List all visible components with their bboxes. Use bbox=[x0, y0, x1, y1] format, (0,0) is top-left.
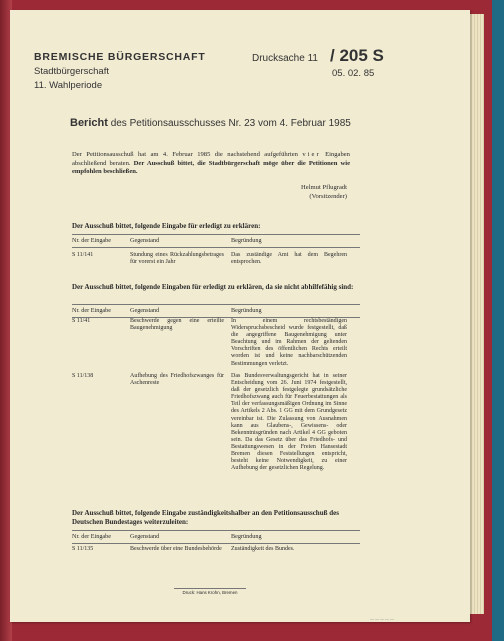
col-reason-header: Begründung bbox=[231, 307, 262, 314]
col-number-header: Nr. der Eingabe bbox=[72, 237, 112, 244]
drucksache-number: / 205 S bbox=[330, 46, 384, 65]
document-page bbox=[10, 10, 470, 622]
intro-spaced-word: vier bbox=[302, 151, 321, 158]
section-3-table-header bbox=[72, 530, 360, 544]
printer-imprint: Druck: Hans Krohn, Bremen bbox=[182, 590, 238, 595]
intro-request: Der Ausschuß bittet, die Stadtbürgerschaft möge über die Petitionen wie empfohlen beschließen. bbox=[72, 159, 351, 176]
table-row-number: S 11/41 bbox=[72, 318, 91, 324]
footer-rule bbox=[174, 588, 246, 589]
signature-role: (Vorsitzender) bbox=[309, 193, 347, 200]
col-number-header: Nr. der Eingabe bbox=[72, 533, 112, 540]
section-3-title: Der Ausschuß bittet, folgende Eingabe zuständigkeitshalber an den Petitionsausschuß des Deutschen Bundestages weiterzuleiten: bbox=[72, 509, 339, 526]
section-1-title: Der Ausschuß bittet, folgende Eingabe für erledigt zu erklären: bbox=[72, 222, 261, 230]
page-edges bbox=[468, 14, 484, 614]
col-subject-header: Gegenstand bbox=[130, 307, 160, 314]
section-2-title: Der Ausschuß bittet, folgende Eingaben für erledigt zu erklären, da sie nicht abhilfefähig sind: bbox=[72, 283, 354, 291]
report-title-bold: Bericht bbox=[70, 117, 108, 129]
col-subject-header: Gegenstand bbox=[130, 237, 160, 244]
col-reason-header: Begründung bbox=[231, 533, 262, 540]
col-number-header: Nr. der Eingabe bbox=[72, 307, 112, 314]
header-chamber: Stadtbürgerschaft bbox=[34, 66, 109, 77]
intro-text-1: Der Petitionsausschuß hat am 4. Februar 1985 die nachstehend aufgeführten bbox=[72, 151, 298, 158]
table-row-subject: Beschwerde über eine Bundesbehörde bbox=[130, 546, 222, 552]
table-row-subject: Aufhebung des Friedhofszwanges für Aschenreste bbox=[130, 373, 224, 387]
page-mark: — — — — — bbox=[370, 616, 394, 621]
table-row-number: S 11/138 bbox=[72, 373, 94, 379]
table-row-reason: In einem rechtsbeständigen Widerspruchsbescheid wurde festgestellt, daß die angegriffene Baugenehmigung unter Beachtung und im Rahmen der geltenden Vorschriften des öffentlichen Rechts erteilt worden ist und keine nachbarschützenden Bestimmungen verletzt. bbox=[231, 318, 347, 367]
section-2-table-header bbox=[72, 304, 360, 318]
report-title-rest: des Petitionsausschusses Nr. 23 vom 4. Februar 1985 bbox=[110, 118, 351, 129]
report-title bbox=[70, 117, 351, 129]
table-row-reason: Zuständigkeit des Bundes. bbox=[231, 546, 295, 552]
table-row-reason: Das Bundesverwaltungsgericht hat in seiner Entscheidung vom 26. Juni 1974 festgestellt, daß der gesetzlich festgelegte grundsätzliche Friedhofszwang auch für Feuerbestattungen als Teil der verfassungsmäßigen Ordnung im Sinne des Artikels 2 Abs. 1 GG mit dem Grundgesetz vereinbar ist. Die Zulassung von Ausnahmen kann aus Glaubens-, Gewissens- oder Bekenntnisgründen nach Artikel 4 GG geboten sein. Da das Gesetz über das Friedhofs- und Bestattungswesen in der Freien Hansestadt Bremen diesen Feststellungen entspricht, besteht keine Notwendigkeit, zu einer Aufhebung der gesetzlichen Regelung. bbox=[231, 373, 347, 472]
section-1-table-header bbox=[72, 234, 360, 248]
col-reason-header: Begründung bbox=[231, 237, 262, 244]
intro-text-2: Eingaben abschließend beraten. bbox=[72, 151, 350, 167]
col-subject-header: Gegenstand bbox=[130, 533, 160, 540]
document-date: 05. 02. 85 bbox=[332, 68, 375, 79]
table-row-reason: Das zuständige Amt hat dem Begehren entsprochen. bbox=[231, 252, 347, 266]
intro-paragraph bbox=[72, 151, 350, 177]
header-period: 11. Wahlperiode bbox=[34, 80, 103, 91]
table-row-subject: Beschwerde gegen eine erteilte Baugenehmigung bbox=[130, 318, 224, 332]
signature-name: Helmut Pflugradt bbox=[301, 184, 347, 191]
header-organization: BREMISCHE BÜRGERSCHAFT bbox=[34, 51, 206, 63]
table-row-number: S 11/141 bbox=[72, 252, 94, 258]
table-row-number: S 11/135 bbox=[72, 546, 94, 552]
table-row-subject: Stundung eines Rückzahlungsbetrages für vorerst ein Jahr bbox=[130, 252, 224, 266]
drucksache-label: Drucksache 11 bbox=[252, 53, 318, 64]
